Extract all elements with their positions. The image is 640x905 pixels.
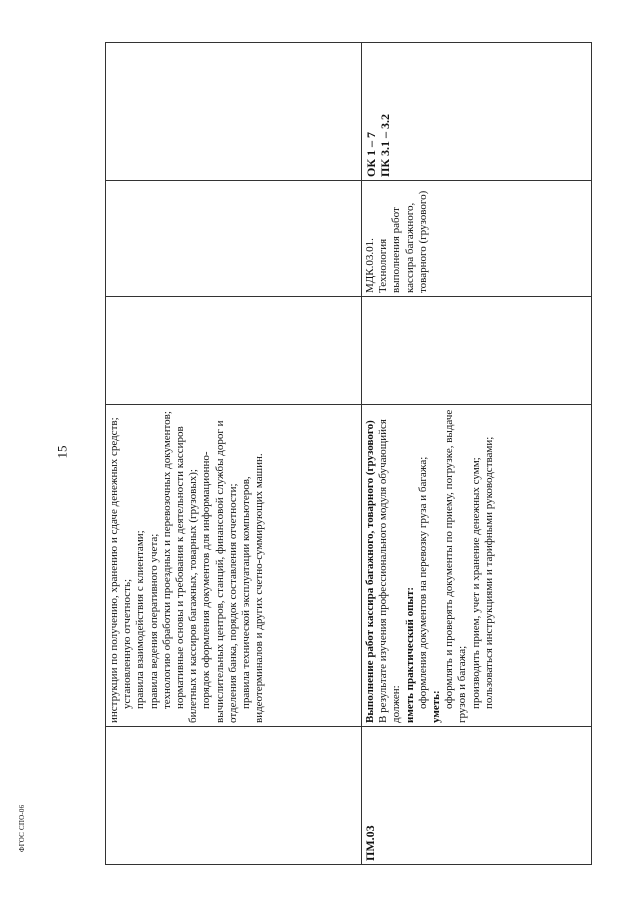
content-line: нормативные основы и требования к деятельности кассиров билетных и кассиров багажных, товарных (грузовых);	[174, 426, 200, 723]
content-line: установленную отчетность;	[121, 578, 134, 709]
mdk-cell: МДК.03.01. Технология выполнения работ кассира багажного, товарного (грузового)	[362, 181, 592, 297]
professional-competences: ПК 3.1 – 3.2	[378, 113, 392, 177]
content-heading: иметь практический опыт:	[403, 586, 416, 723]
content-line: оформления документов на перевозку груза и багажа;	[416, 456, 429, 709]
hours-cell	[106, 297, 362, 405]
content-cell	[362, 405, 592, 727]
content-line: производить прием, учет и хранение денежных сумм;	[469, 457, 482, 709]
content-heading: уметь:	[430, 690, 443, 723]
content-line: инструкции по получению, хранению и сдаче денежных средств;	[108, 417, 120, 723]
mdk-cell	[106, 181, 362, 297]
module-code-cell	[106, 727, 362, 865]
content-line: порядок оформления документов для информационно-вычислительных центров, станций, финансовой службы дорог и отделения банка, порядок составления отчетности;	[200, 420, 239, 723]
hours-cell	[362, 297, 592, 405]
module-code-cell: ПМ.03	[362, 727, 592, 865]
module-title: Выполнение работ кассира багажного, товарного (грузового)	[364, 420, 376, 723]
content-cell	[106, 405, 362, 727]
competences-cell	[106, 43, 362, 181]
content-line: правила ведения оперативного учета;	[147, 533, 160, 709]
general-competences: ОК 1 – 7	[364, 131, 378, 177]
competences-cell	[362, 43, 592, 181]
content-line: правила взаимодействия с клиентами;	[134, 530, 147, 709]
content-line: правила технической эксплуатации компьютеров, видеотерминалов и других счетно-суммирующих машин.	[240, 453, 266, 723]
program-table	[105, 42, 592, 865]
program-table-rotated	[105, 43, 591, 865]
content-line: технологию обработки проездных и перевозочных документов;	[160, 411, 173, 709]
content-line: В результате изучения профессионального модуля обучающийся должен:	[377, 419, 403, 723]
footer-code: ФГОС СПО-06	[18, 804, 26, 852]
page-number: 15	[54, 445, 70, 459]
content-line: оформлять и проверять документы по приему, погрузке, выдаче грузов и багажа;	[443, 409, 469, 723]
table-row	[362, 43, 592, 865]
table-row	[106, 43, 362, 865]
content-line: пользоваться инструкциями и тарифными руководствами;	[482, 436, 495, 709]
